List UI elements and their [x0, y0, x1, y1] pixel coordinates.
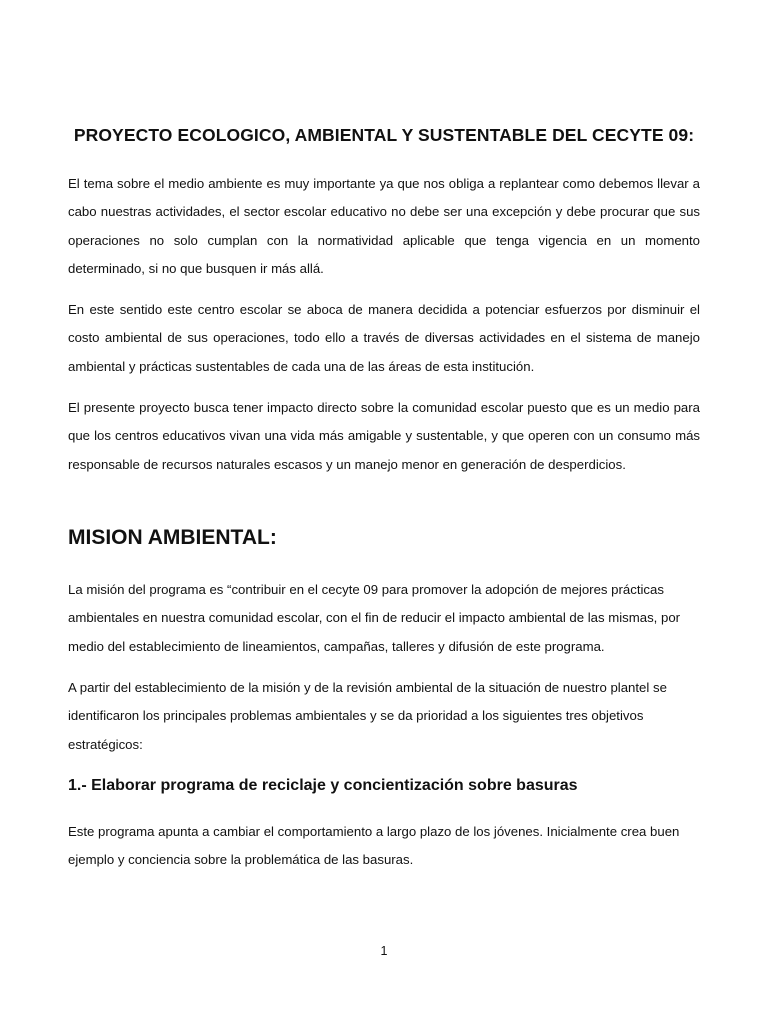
objective-paragraph: Este programa apunta a cambiar el comportamiento a largo plazo de los jóvenes. Inicialmente crea buen ejemplo y conciencia sobre la problemática de las basuras. — [68, 824, 680, 868]
mission-paragraph-1: La misión del programa es “contribuir en el cecyte 09 para promover la adopción de mejores prácticas ambientales en nuestra comunidad escolar, con el fin de reducir el impacto ambiental de las mismas, por medio del establecimiento de lineamientos, campañas, talleres y difusión de este programa. — [68, 582, 681, 654]
intro-paragraph-1: El tema sobre el medio ambiente es muy importante ya que nos obliga a replantear como debemos llevar a cabo nuestras actividades, el sector escolar educativo no debe ser una excepción y debe procurar que sus operaciones no solo cumplan con la normatividad aplicable que tenga vigencia en un momento determinado, si no que busquen ir más allá. — [68, 176, 700, 276]
mission-heading: MISION AMBIENTAL: — [68, 526, 277, 549]
document-title: PROYECTO ECOLOGICO, AMBIENTAL Y SUSTENTABLE DEL CECYTE 09: — [73, 125, 695, 145]
intro-paragraph-3: El presente proyecto busca tener impacto directo sobre la comunidad escolar puesto que es un medio para que los centros educativos vivan una vida más amigable y sustentable, y que operen con un consumo más responsable de recursos naturales escasos y un manejo menor en generación de desperdicios. — [68, 400, 700, 472]
intro-paragraph-2: En este sentido este centro escolar se aboca de manera decidida a potenciar esfuerzos por disminuir el costo ambiental de sus operaciones, todo ello a través de diversas actividades en el sistema de manejo ambiental y prácticas sustentables de cada una de las áreas de esta institución. — [68, 302, 700, 374]
mission-paragraph-2: A partir del establecimiento de la misión y de la revisión ambiental de la situación de nuestro plantel se identificaron los principales problemas ambientales y se da prioridad a los siguientes tres objetivos estratégicos: — [68, 680, 667, 752]
page-number: 1 — [380, 944, 388, 958]
objective-heading: 1.- Elaborar programa de reciclaje y concientización sobre basuras — [68, 777, 578, 794]
